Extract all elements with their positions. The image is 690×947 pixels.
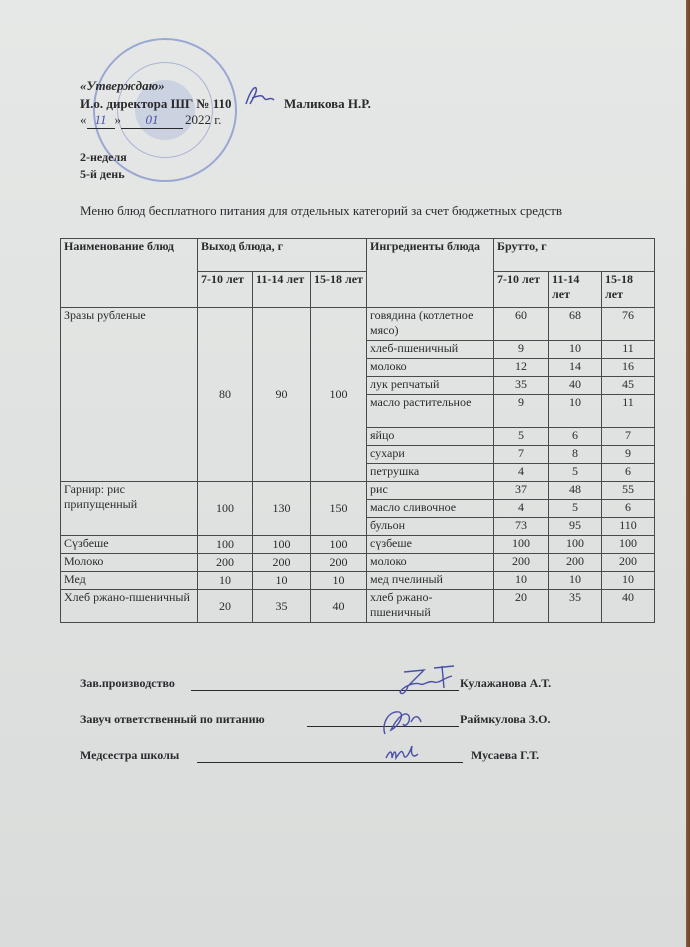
gross-value: 11 [602, 341, 655, 359]
gross-value: 11 [602, 395, 655, 428]
date-close-quote: » [114, 112, 121, 127]
desk-edge [686, 0, 690, 947]
gross-value: 10 [494, 572, 549, 590]
ingredient-name: масло растительное [367, 395, 494, 428]
table-row [61, 482, 655, 500]
date-day: 11 [87, 112, 115, 129]
date-year: 2022 г. [185, 112, 222, 127]
gross-value: 68 [549, 308, 602, 341]
gross-value: 200 [494, 554, 549, 572]
gross-value: 14 [549, 359, 602, 377]
signature-nurse [380, 738, 430, 766]
header-row [61, 239, 655, 272]
gross-value: 10 [602, 572, 655, 590]
signature-name-nutrition: Раймкулова З.О. [460, 712, 551, 726]
dish-yield-value: 20 [198, 590, 253, 623]
gross-value: 100 [549, 536, 602, 554]
document-title: Меню блюд бесплатного питания для отдельных категорий за счет бюджетных средств [80, 203, 563, 218]
gross-value: 60 [494, 308, 549, 341]
header-gross-age-15-18: 15-18 лет [602, 272, 655, 308]
gross-value: 40 [549, 377, 602, 395]
gross-value: 7 [494, 446, 549, 464]
header-yield: Выход блюда, г [198, 239, 367, 272]
gross-value: 45 [602, 377, 655, 395]
gross-value: 16 [602, 359, 655, 377]
ingredient-name: рис [367, 482, 494, 500]
table-row [61, 536, 655, 554]
ingredient-name: сухари [367, 446, 494, 464]
gross-value: 100 [602, 536, 655, 554]
gross-value: 6 [602, 464, 655, 482]
header-dish: Наименование блюд [61, 239, 198, 308]
gross-value: 110 [602, 518, 655, 536]
dish-yield-value: 200 [253, 554, 311, 572]
gross-value: 100 [494, 536, 549, 554]
header-yield-age-11-14: 11-14 лет [253, 272, 311, 308]
gross-value: 10 [549, 395, 602, 428]
menu-table [60, 238, 655, 623]
dish-yield-value: 150 [311, 482, 367, 536]
date-month: 01 [121, 112, 183, 129]
signature-nutrition [375, 704, 435, 740]
approval-label: «Утверждаю» [80, 78, 165, 93]
gross-value: 9 [494, 341, 549, 359]
dish-yield-value: 100 [198, 536, 253, 554]
week-label: 2-неделя [80, 150, 127, 164]
gross-value: 8 [549, 446, 602, 464]
gross-value: 76 [602, 308, 655, 341]
dish-name: Гарнир: рис припущенный [61, 482, 198, 536]
dish-yield-value: 200 [198, 554, 253, 572]
signature-role-production: Зав.производство [80, 676, 175, 690]
ingredient-name: хлеб-пшеничный [367, 341, 494, 359]
gross-value: 9 [494, 395, 549, 428]
ingredient-name: мед пчелиный [367, 572, 494, 590]
gross-value: 200 [549, 554, 602, 572]
dish-yield-value: 200 [311, 554, 367, 572]
ingredient-name: лук репчатый [367, 377, 494, 395]
header-gross-age-11-14: 11-14 лет [549, 272, 602, 308]
director-name: Маликова Н.Р. [284, 96, 371, 111]
dish-yield-value: 90 [253, 308, 311, 482]
signature-production [390, 662, 462, 702]
gross-value: 9 [602, 446, 655, 464]
dish-name: Мед [61, 572, 198, 590]
gross-value: 6 [602, 500, 655, 518]
ingredient-name: яйцо [367, 428, 494, 446]
gross-value: 95 [549, 518, 602, 536]
gross-value: 6 [549, 428, 602, 446]
ingredient-name: молоко [367, 359, 494, 377]
table-row [61, 572, 655, 590]
dish-name: Молоко [61, 554, 198, 572]
dish-name: Сүзбеше [61, 536, 198, 554]
dish-yield-value: 40 [311, 590, 367, 623]
header-yield-age-7-10: 7-10 лет [198, 272, 253, 308]
gross-value: 37 [494, 482, 549, 500]
gross-value: 10 [549, 572, 602, 590]
dish-yield-value: 80 [198, 308, 253, 482]
gross-value: 4 [494, 500, 549, 518]
ingredient-name: петрушка [367, 464, 494, 482]
gross-value: 40 [602, 590, 655, 623]
dish-yield-value: 130 [253, 482, 311, 536]
table-row [61, 590, 655, 623]
date-line [80, 112, 221, 129]
gross-value: 55 [602, 482, 655, 500]
day-label: 5-й день [80, 167, 125, 181]
gross-value: 4 [494, 464, 549, 482]
dish-yield-value: 10 [253, 572, 311, 590]
director-signature [240, 82, 280, 108]
dish-name: Зразы рубленые [61, 308, 198, 482]
dish-yield-value: 10 [198, 572, 253, 590]
ingredient-name: сүзбеше [367, 536, 494, 554]
gross-value: 35 [494, 377, 549, 395]
signature-name-nurse: Мусаева Г.Т. [471, 748, 540, 762]
header-gross-age-7-10: 7-10 лет [494, 272, 549, 308]
signature-role-nutrition: Завуч ответственный по питанию [80, 712, 265, 726]
gross-value: 35 [549, 590, 602, 623]
gross-value: 5 [494, 428, 549, 446]
ingredient-name: хлеб ржано-пшеничный [367, 590, 494, 623]
signature-name-production: Кулажанова А.Т. [460, 676, 552, 690]
ingredient-name: бульон [367, 518, 494, 536]
gross-value: 5 [549, 500, 602, 518]
header-gross: Брутто, г [494, 239, 655, 272]
dish-yield-value: 100 [311, 308, 367, 482]
dish-yield-value: 100 [311, 536, 367, 554]
gross-value: 20 [494, 590, 549, 623]
dish-yield-value: 35 [253, 590, 311, 623]
dish-name: Хлеб ржано-пшеничный [61, 590, 198, 623]
gross-value: 5 [549, 464, 602, 482]
header-ingredients: Ингредиенты блюда [367, 239, 494, 308]
gross-value: 10 [549, 341, 602, 359]
gross-value: 48 [549, 482, 602, 500]
gross-value: 12 [494, 359, 549, 377]
gross-value: 73 [494, 518, 549, 536]
dish-yield-value: 100 [253, 536, 311, 554]
gross-value: 200 [602, 554, 655, 572]
ingredient-name: молоко [367, 554, 494, 572]
dish-yield-value: 10 [311, 572, 367, 590]
director-line: И.о. директора ШГ № 110 [80, 96, 232, 111]
date-open-quote: « [80, 112, 87, 127]
table-row [61, 554, 655, 572]
ingredient-name: масло сливочное [367, 500, 494, 518]
ingredient-name: говядина (котлетное мясо) [367, 308, 494, 341]
dish-yield-value: 100 [198, 482, 253, 536]
gross-value: 7 [602, 428, 655, 446]
signature-role-nurse: Медсестра школы [80, 748, 180, 762]
table-row [61, 308, 655, 341]
header-yield-age-15-18: 15-18 лет [311, 272, 367, 308]
